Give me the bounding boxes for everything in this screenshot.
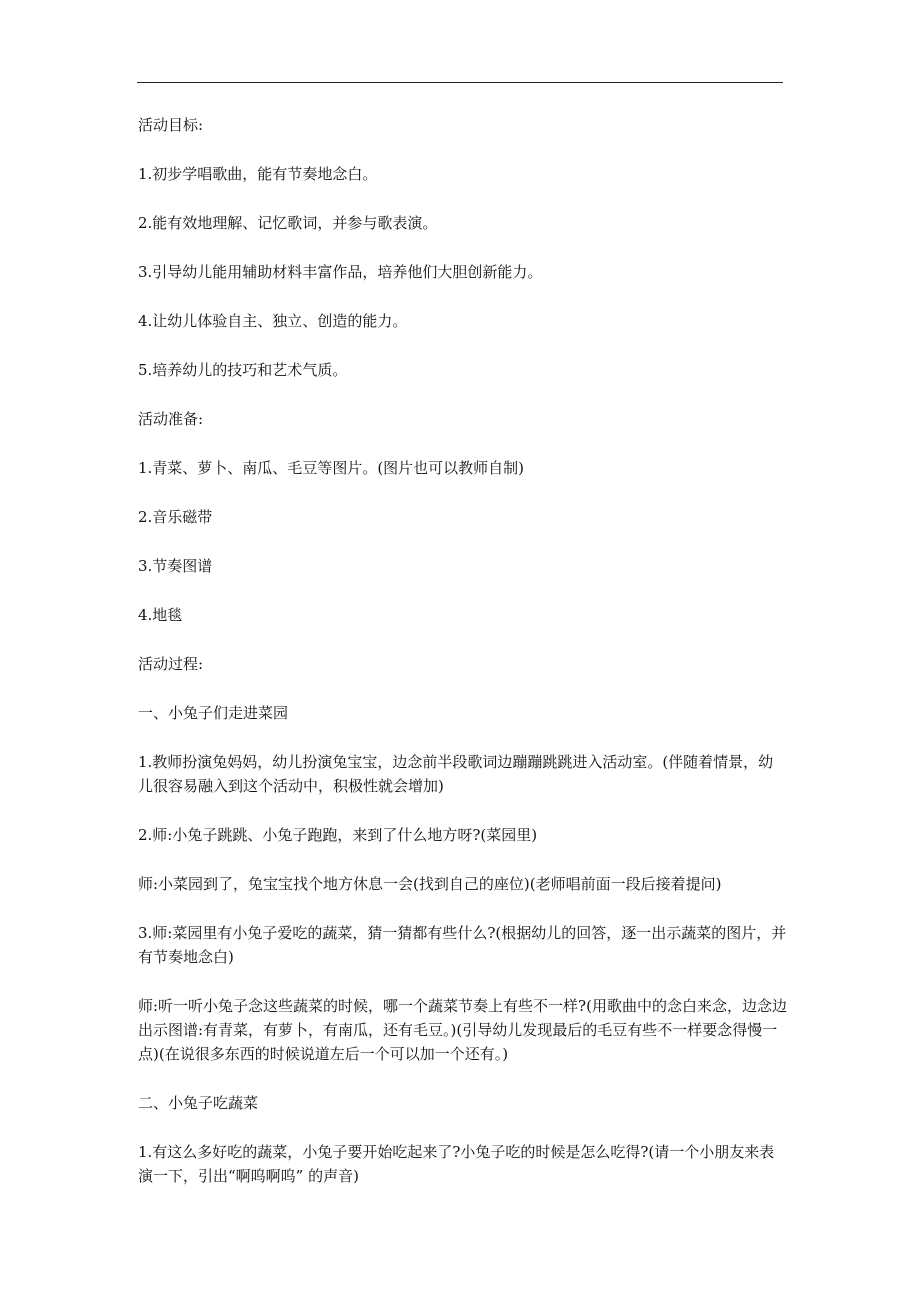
section-heading-goals: 活动目标: [138, 116, 204, 134]
header-rule [137, 82, 783, 83]
process-teacher-line-2: 师:听一听小兔子念这些蔬菜的时候，哪一个蔬菜节奏上有些不一样?(用歌曲中的念白来念，边念边出示图谱:有青菜，有萝卜，有南瓜，还有毛豆。)(引导幼儿发现最后的毛豆有些不一样要念得慢一点)(在说很多东西的时候说道左后一个可以加一个还有。) [138, 997, 787, 1063]
preparation-item-4: 4.地毯 [138, 606, 183, 624]
process-part-2-step-1: 1.有这么多好吃的蔬菜，小兔子要开始吃起来了?小兔子吃的时候是怎么吃得?(请一个小朋友来表演一下，引出“啊呜啊呜” 的声音) [138, 1143, 775, 1185]
preparation-item-3: 3.节奏图谱 [138, 557, 213, 575]
goal-item-2: 2.能有效地理解、记忆歌词，并参与歌表演。 [138, 214, 438, 232]
goal-item-4: 4.让幼儿体验自主、独立、创造的能力。 [138, 312, 408, 330]
section-heading-preparation: 活动准备: [138, 410, 204, 428]
process-step-2: 2.师:小兔子跳跳、小兔子跑跑，来到了什么地方呀?(菜园里) [138, 826, 538, 844]
process-part-2-heading: 二、小兔子吃蔬菜 [138, 1094, 259, 1112]
goal-item-5: 5.培养幼儿的技巧和艺术气质。 [138, 361, 348, 379]
section-heading-process: 活动过程: [138, 655, 204, 673]
process-step-3: 3.师:菜园里有小兔子爱吃的蔬菜，猜一猜都有些什么?(根据幼儿的回答，逐一出示蔬菜的图片，并有节奏地念白) [138, 924, 787, 966]
process-part-1-heading: 一、小兔子们走进菜园 [138, 704, 289, 722]
preparation-item-1: 1.青菜、萝卜、南瓜、毛豆等图片。(图片也可以教师自制) [138, 459, 525, 477]
process-teacher-line-1: 师:小菜园到了，兔宝宝找个地方休息一会(找到自己的座位)(老师唱前面一段后接着提问) [138, 875, 722, 893]
process-step-1: 1.教师扮演兔妈妈，幼儿扮演兔宝宝，边念前半段歌词边蹦蹦跳跳进入活动室。(伴随着情景，幼儿很容易融入到这个活动中，积极性就会增加) [138, 753, 774, 795]
document-body [138, 113, 788, 1213]
goal-item-1: 1.初步学唱歌曲，能有节奏地念白。 [138, 165, 378, 183]
goal-item-3: 3.引导幼儿能用辅助材料丰富作品，培养他们大胆创新能力。 [138, 263, 543, 281]
preparation-item-2: 2.音乐磁带 [138, 508, 213, 526]
